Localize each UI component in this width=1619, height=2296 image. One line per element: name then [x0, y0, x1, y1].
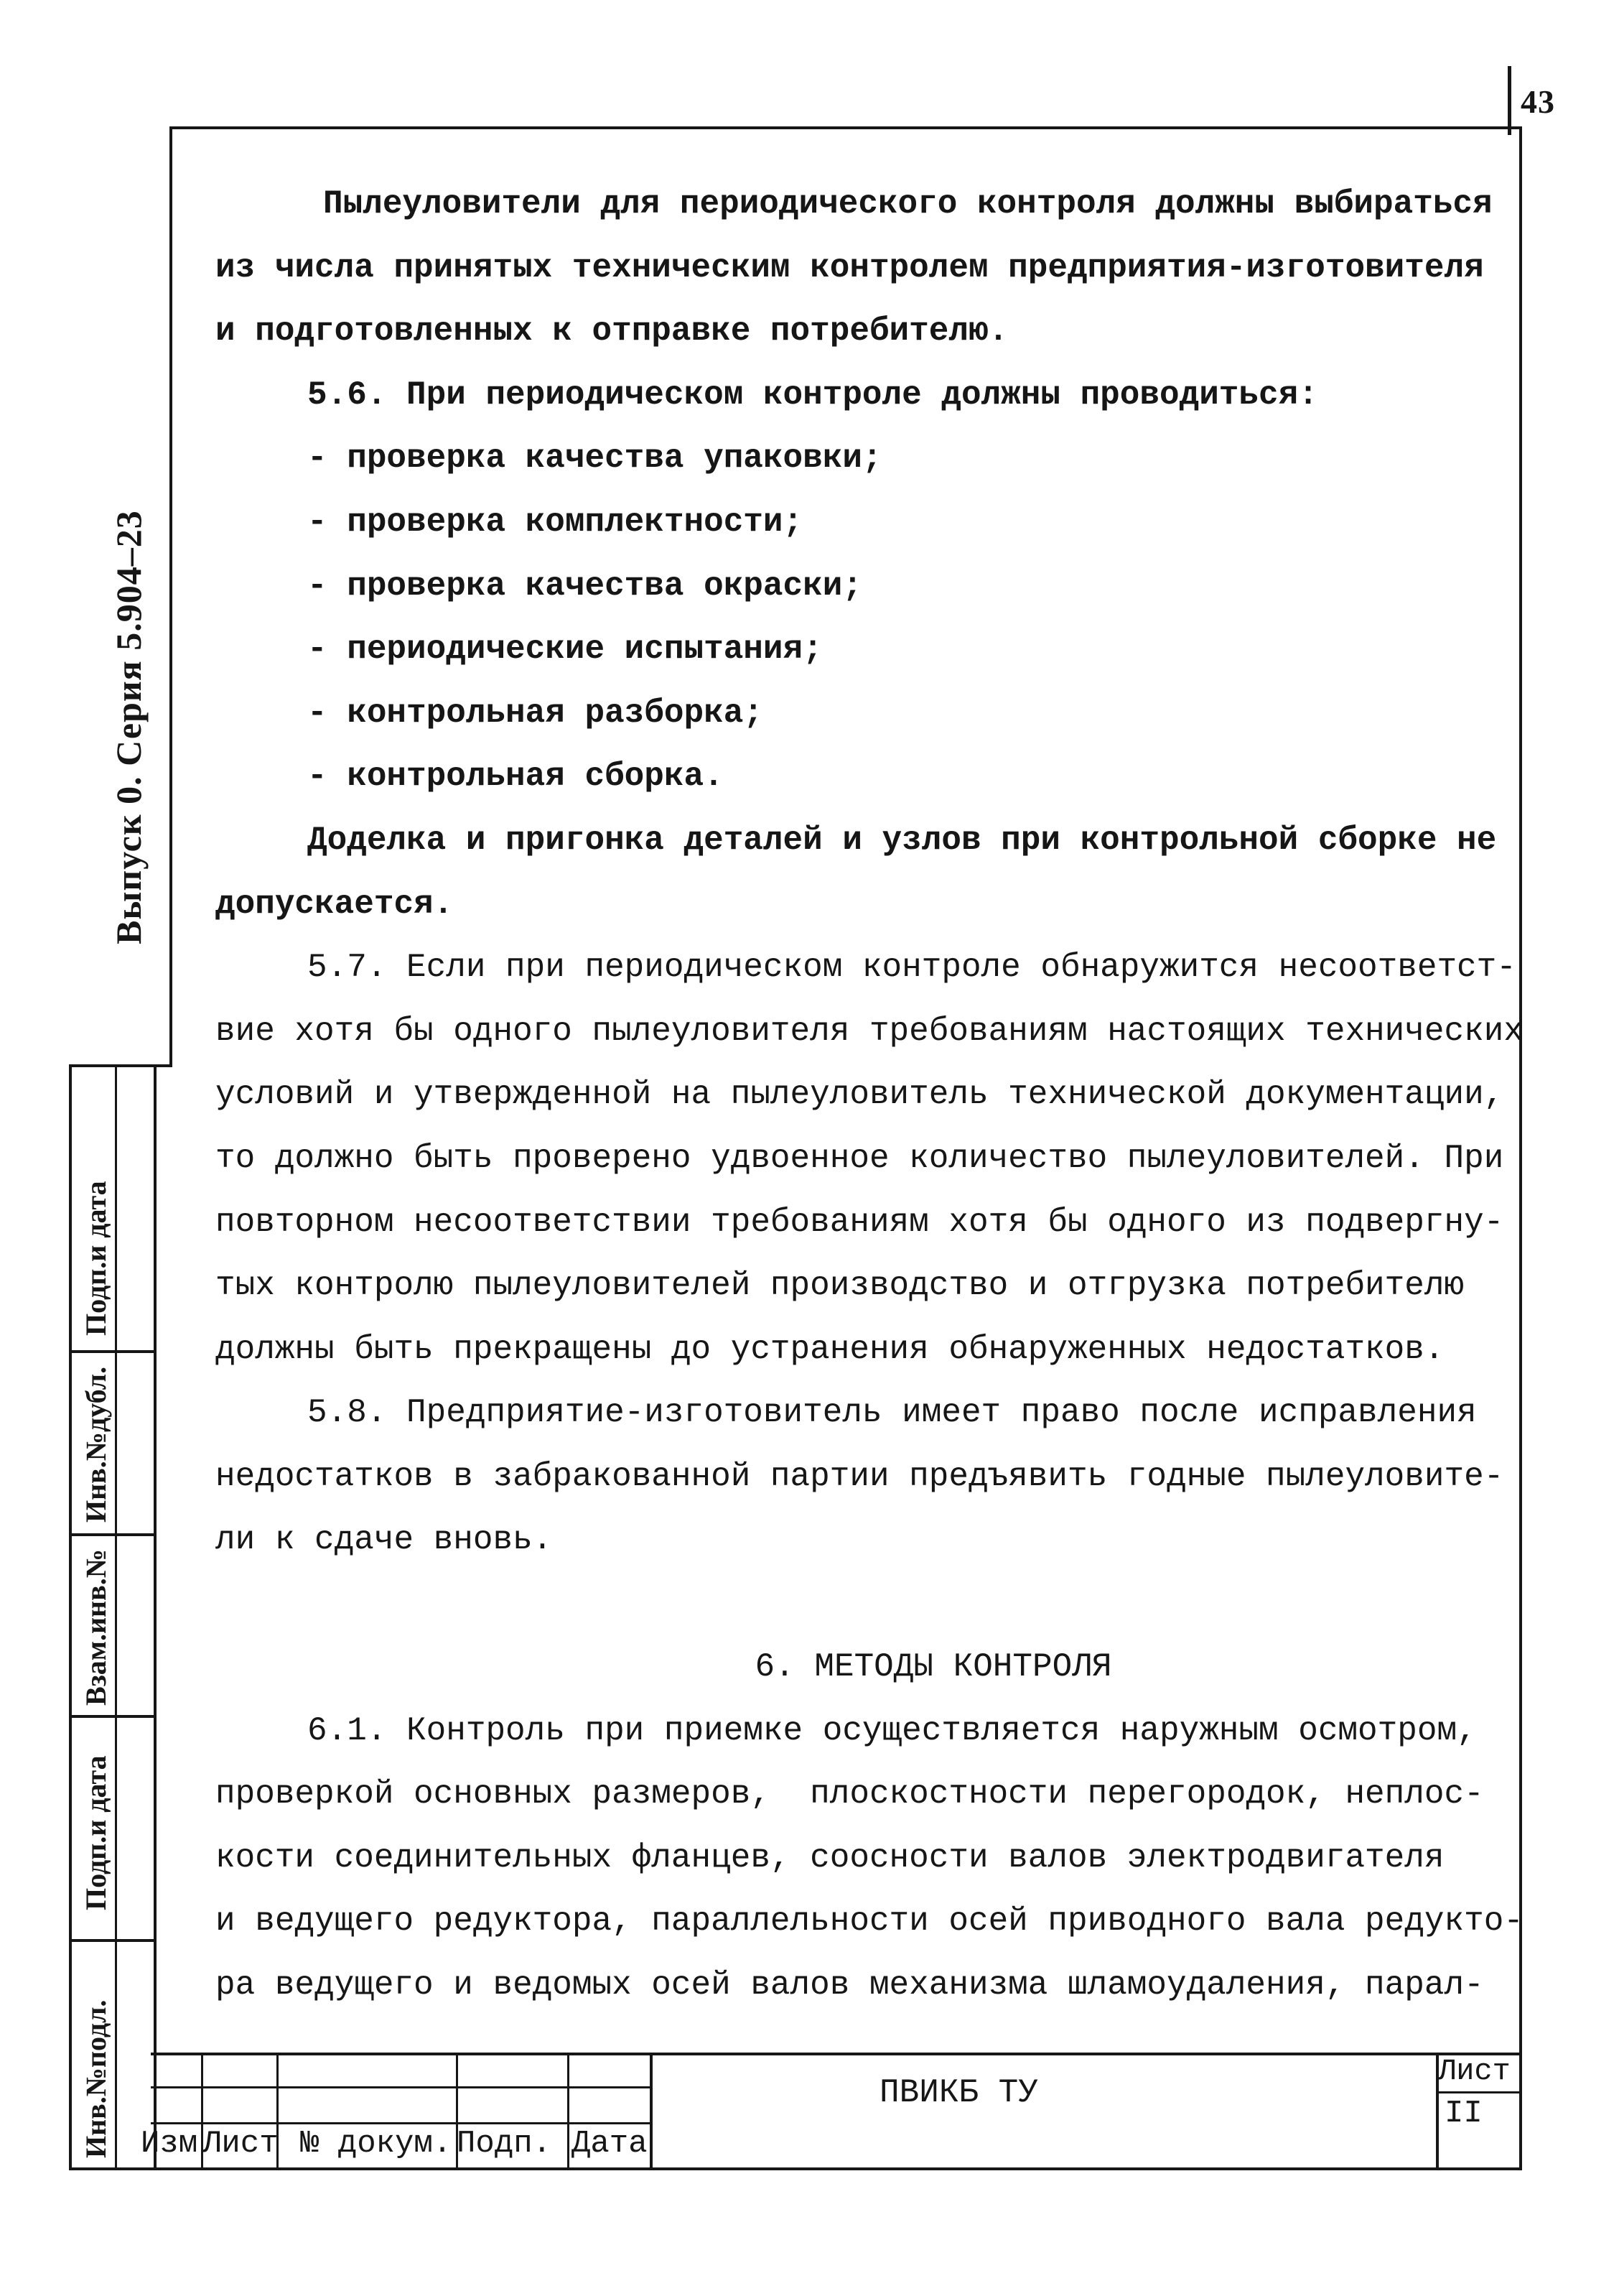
title-block-sheet-div [1436, 2091, 1522, 2093]
stamp-izm: Изм [141, 2126, 198, 2162]
frame-top [169, 126, 1522, 129]
text-line: повторном несоответствии требованиям хотя бы одного из подвергну- [215, 1203, 1504, 1241]
stamp-podp-data-1: Подп.и дата [80, 1181, 112, 1336]
text-line: ли к сдаче вновь. [215, 1521, 553, 1559]
text-line: Пылеуловители для периодического контроля должны выбираться [323, 185, 1493, 223]
text-line: недостатков в забракованной партии предъявить годные пылеуловите- [215, 1457, 1504, 1495]
text-line: ра ведущего и ведомых осей валов механизма шламоудаления, парал- [215, 1966, 1484, 2004]
frame-bottom [69, 2167, 1522, 2170]
list-item: - проверка качества окраски; [307, 567, 862, 605]
list-item: - контрольная сборка. [307, 758, 724, 796]
text-line: должны быть прекращены до устранения обнаруженных недостатков. [215, 1330, 1445, 1368]
text-line: условий и утвержденной на пылеуловитель технической документации, [215, 1076, 1504, 1114]
side-stamp-inner [115, 1064, 117, 2170]
text-line: и ведущего редуктора, параллельности осей приводного вала редукто- [215, 1902, 1524, 1941]
side-stamp-div-1 [69, 1350, 157, 1353]
side-stamp-div-4 [69, 1939, 157, 1942]
text-line: Доделка и пригонка деталей и узлов при контрольной сборке не [307, 821, 1497, 859]
text-line: 6.1. Контроль при приемке осуществляется наружным осмотром, [307, 1711, 1477, 1749]
document-body [215, 172, 1529, 2017]
text-line: кости соединительных фланцев, соосности валов электродвигателя [215, 1839, 1445, 1877]
sheet-label: Лист [1438, 2054, 1511, 2088]
text-line: 5.6. При периодическом контроле должны проводиться: [307, 376, 1318, 414]
title-block-row-1 [151, 2086, 650, 2088]
list-item: - периодические испытания; [307, 631, 823, 669]
stamp-vzam-inv: Взам.инв.№ [80, 1549, 112, 1706]
text-line: вие хотя бы одного пылеуловителя требованиям настоящих технических [215, 1012, 1524, 1050]
page-number-divider [1508, 66, 1511, 135]
text-line: тых контролю пылеуловителей производство и отгрузка потребителю [215, 1267, 1465, 1305]
text-line: 5.8. Предприятие-изготовитель имеет право после исправления [307, 1394, 1477, 1432]
frame-left [169, 126, 172, 1064]
side-stamp-top [69, 1064, 172, 1067]
text-line: из числа принятых техническим контролем предприятия-изготовителя [215, 248, 1484, 287]
side-stamp-right [154, 1064, 157, 2170]
list-item: - проверка качества упаковки; [307, 440, 882, 478]
document-code: ПВИКБ ТУ [880, 2074, 1038, 2111]
side-stamp-left [69, 1064, 72, 2170]
text-line: и подготовленных к отправке потребителю. [215, 312, 1009, 350]
side-stamp-div-3 [69, 1715, 157, 1718]
page-number: 43 [1521, 83, 1555, 120]
list-item: - контрольная разборка; [307, 694, 763, 732]
text-line: допускается. [215, 885, 454, 923]
stamp-inv-podl: Инв.№подл. [80, 1999, 112, 2158]
side-stamp-div-2 [69, 1533, 157, 1536]
stamp-data: Дата [571, 2126, 648, 2162]
series-label: Выпуск 0. Серия 5.904–23 [108, 510, 149, 944]
text-line: 5.7. Если при периодическом контроле обнаружится несоответст- [307, 949, 1516, 987]
stamp-podp: Подп. [457, 2126, 552, 2162]
title-block-row-2 [151, 2122, 650, 2124]
stamp-doc-no: № докум. [300, 2126, 452, 2162]
text-line: то должно быть проверено удвоенное количество пылеуловителей. При [215, 1139, 1504, 1177]
title-block-col-4 [567, 2053, 569, 2170]
stamp-inv-dubl: Инв.№дубл. [80, 1366, 112, 1523]
section-gap [215, 1572, 1529, 1635]
list-item: - проверка комплектности; [307, 503, 803, 541]
text-line: проверкой основных размеров, плоскостности перегородок, неплос- [215, 1775, 1484, 1813]
section-heading: 6. МЕТОДЫ КОНТРОЛЯ [755, 1648, 1112, 1686]
title-block-top [151, 2053, 1522, 2055]
sheet-number: II [1445, 2096, 1483, 2132]
stamp-podp-data-2: Подп.и дата [80, 1755, 112, 1910]
stamp-list: Лист [202, 2126, 279, 2162]
title-block-col-5 [650, 2053, 653, 2170]
